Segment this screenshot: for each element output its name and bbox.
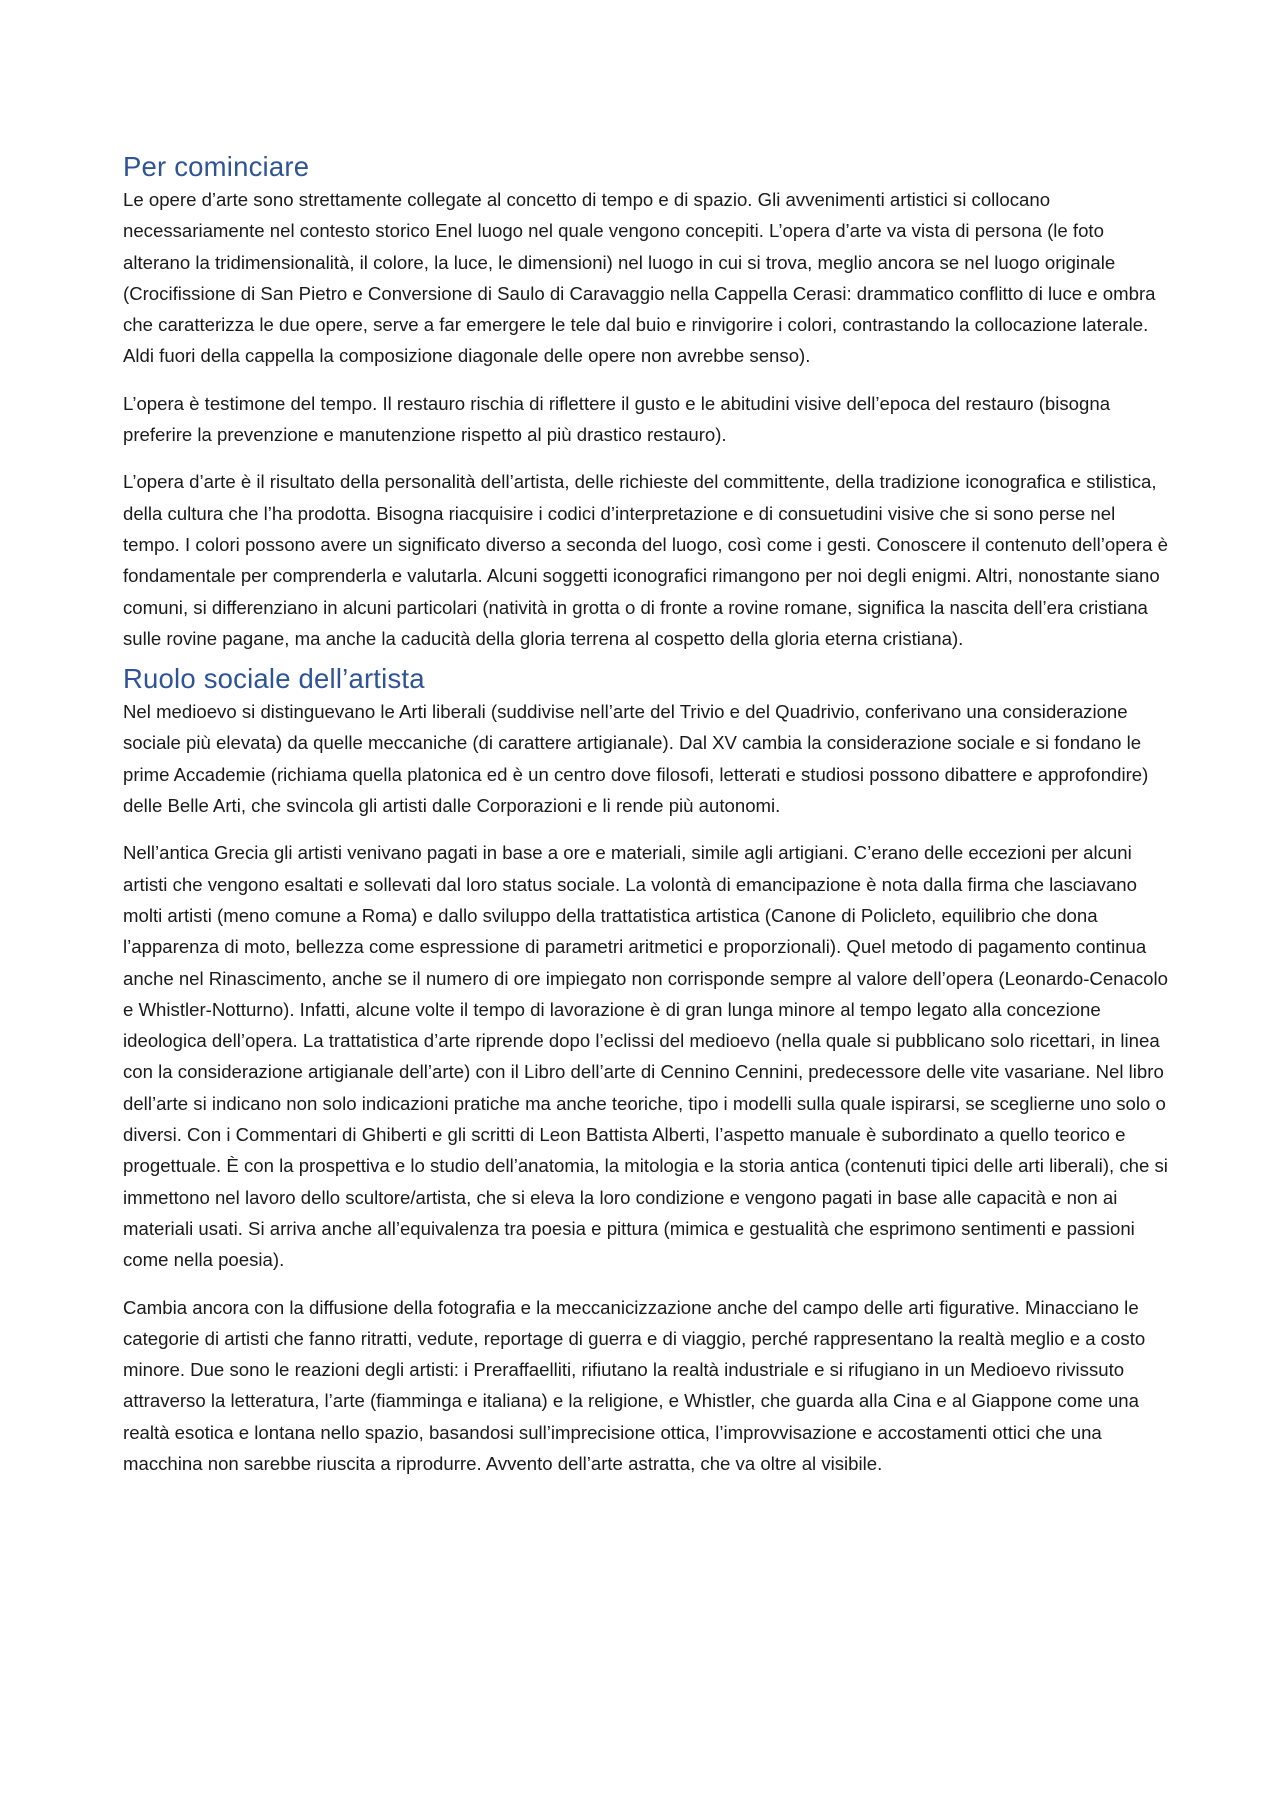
section-per-cominciare bbox=[123, 150, 1169, 654]
section-heading: Ruolo sociale dell’artista bbox=[123, 663, 425, 695]
paragraph: Cambia ancora con la diffusione della fotografia e la meccanicizzazione anche del campo delle arti figurative. Minacciano le categorie di artisti che fanno ritratti, vedute, reportage di guerra e di viaggio, perché rappresentano la realtà meglio e a costo minore. Due sono le reazioni degli artisti: i Preraffaelliti, rifiutano la realtà industriale e si rifugiano in un Medioevo rivissuto attraverso la letteratura, l’arte (fiamminga e italiana) e la religione, e Whistler, che guarda alla Cina e al Giappone come una realtà esotica e lontana nello spazio, basandosi sull’imprecisione ottica, l’improvvisazione e accostamenti ottici che una macchina non sarebbe riuscita a riprodurre. Avvento dell’arte astratta, che va oltre al visibile. bbox=[123, 1296, 1146, 1474]
section-heading: Per cominciare bbox=[123, 151, 310, 182]
paragraph: Le opere d’arte sono strettamente collegate al concetto di tempo e di spazio. Gli avvenimenti artistici si collocano necessariamente nel contesto storico Enel luogo nel quale vengono concepiti. L’opera d’arte va vista di persona (le foto alterano la tridimensionalità, il colore, la luce, le dimensioni) nel luogo in cui si trova, meglio ancora se nel luogo originale (Crocifissione di San Pietro e Conversione di Saulo di Caravaggio nella Cappella Cerasi: drammatico conflitto di luce e ombra che caratterizza le due opere, serve a far emergere le tele dal buio e rinvigorire i colori, contrastando la collocazione laterale. Aldi fuori della cappella la composizione diagonale delle opere non avrebbe senso). bbox=[123, 189, 1156, 367]
paragraph: Nell’antica Grecia gli artisti venivano pagati in base a ore e materiali, simile agli artigiani. C’erano delle eccezioni per alcuni artisti che vengono esaltati e sollevati dal loro status sociale. La volontà di emancipazione è nota dalla firma che lasciavano molti artisti (meno comune a Roma) e dallo sviluppo della trattatistica artistica (Canone di Policleto, equilibrio che dona l’apparenza di moto, bellezza come espressione di parametri aritmetici e proporzionali). Quel metodo di pagamento continua anche nel Rinascimento, anche se il numero di ore impiegato non corrisponde sempre al valore dell’opera (Leonardo-Cenacolo e Whistler-Notturno). Infatti, alcune volte il tempo di lavorazione è di gran lunga minore al tempo legato alla concezione ideologica dell’opera. La trattatistica d’arte riprende dopo l’eclissi del medioevo (nella quale si pubblicano solo ricettari, in linea con la considerazione artigianale dell’arte) con il Libro dell’arte di Cennino Cennini, predecessore delle vite vasariane. Nel libro dell’arte si indicano non solo indicazioni pratiche ma anche teoriche, tipo i modelli sulla quale ispirarsi, se sceglierne uno solo o diversi. Con i Commentari di Ghiberti e gli scritti di Leon Battista Alberti, l’aspetto manuale è subordinato a quello teorico e progettuale. È con la prospettiva e lo studio dell’anatomia, la mitologia e la storia antica (contenuti tipici delle arti liberali), che si immettono nel lavoro dello scultore/artista, che si eleva la loro condizione e vengono pagati in base alle capacità e non ai materiali usati. Si arriva anche all’equivalenza tra poesia e pittura (mimica e gestualità che esprimono sentimenti e passioni come nella poesia). bbox=[123, 842, 1168, 1271]
paragraph: L’opera d’arte è il risultato della personalità dell’artista, delle richieste del committente, della tradizione iconografica e stilistica, della cultura che l’ha prodotta. Bisogna riacquisire i codici d’interpretazione e di consuetudini visive che si sono perse nel tempo. I colori possono avere un significato diverso a seconda del luogo, così come i gesti. Conoscere il contenuto dell’opera è fondamentale per comprenderla e valutarla. Alcuni soggetti iconografici rimangono per noi degli enigmi. Altri, nonostante siano comuni, si differenziano in alcuni particolari (natività in grotta o di fronte a rovine romane, significa la nascita dell’era cristiana sulle rovine pagane, ma anche la caducità della gloria terrena al cospetto della gloria eterna cristiana). bbox=[123, 471, 1168, 649]
document-page bbox=[123, 150, 1169, 1495]
paragraph: L’opera è testimone del tempo. Il restauro rischia di riflettere il gusto e le abitudini visive dell’epoca del restauro (bisogna preferire la prevenzione e manutenzione rispetto al più drastico restauro). bbox=[123, 392, 1111, 446]
paragraph: Nel medioevo si distinguevano le Arti liberali (suddivise nell’arte del Trivio e del Quadrivio, conferivano una considerazione sociale più elevata) da quelle meccaniche (di carattere artigianale). Dal XV cambia la considerazione sociale e si fondano le prime Accademie (richiama quella platonica ed è un centro dove filosofi, letterati e studiosi possono dibattere e approfondire) delle Belle Arti, che svincola gli artisti dalle Corporazioni e li rende più autonomi. bbox=[123, 701, 1149, 817]
section-ruolo-sociale bbox=[123, 662, 1169, 1479]
